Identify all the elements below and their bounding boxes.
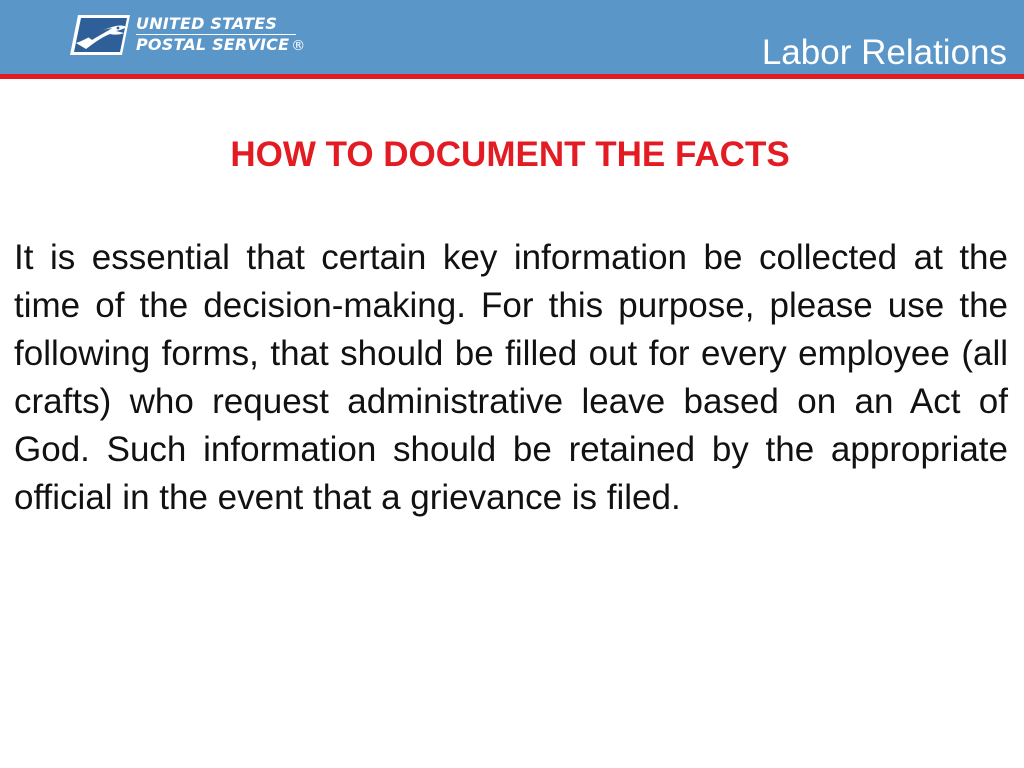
- logo-line-2: POSTAL SERVICE: [136, 35, 290, 54]
- slide-title: HOW TO DOCUMENT THE FACTS: [230, 135, 790, 174]
- logo-line-2-wrap: [136, 35, 305, 56]
- logo-wordmark: [136, 14, 305, 56]
- section-name: Labor Relations: [761, 33, 1007, 72]
- body-paragraph: It is essential that certain key information be collected at the time of the decision-making. For this purpose, please use the following forms, that should be filled out for every employee (all crafts) who request administrative leave based on an Act of God. Such information should be retained by the appropriate official in the event that a grievance is filed.: [14, 238, 1008, 517]
- logo-line-1: UNITED STATES: [136, 14, 296, 35]
- header-bar: [0, 0, 1024, 74]
- registered-mark: ®: [291, 38, 306, 54]
- eagle-logo-icon: [68, 13, 132, 57]
- header-divider: [0, 74, 1024, 79]
- usps-logo: [68, 12, 305, 58]
